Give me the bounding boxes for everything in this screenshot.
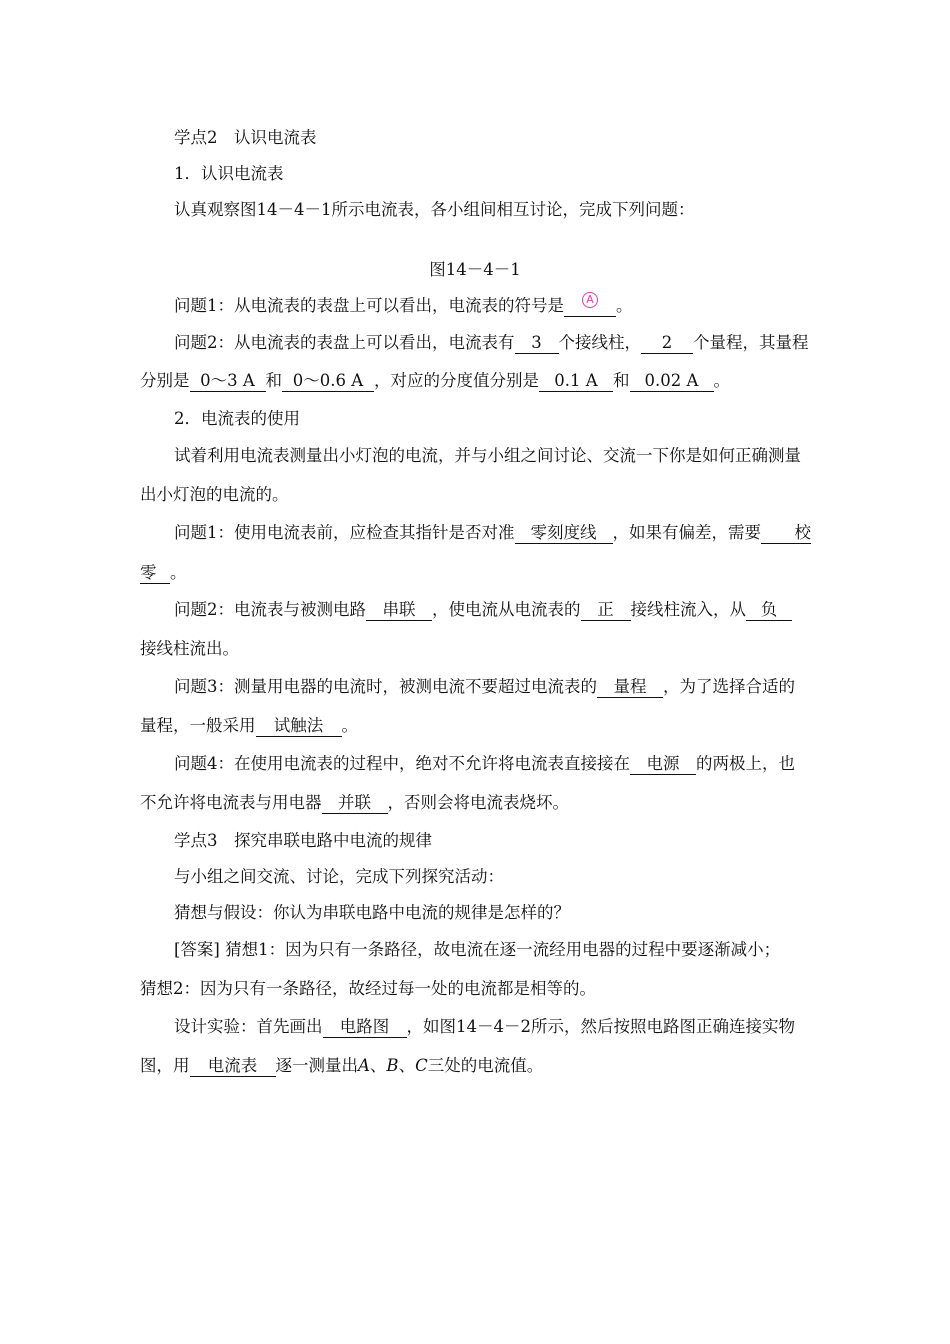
hypothesis-question: 猜想与假设：你认为串联电路中电流的规律是怎样的？ xyxy=(174,903,570,922)
question-1-symbol: 问题1：从电流表的表盘上可以看出，电流表的符号是 A 。 xyxy=(174,293,633,315)
answer-blank: 0～3 A xyxy=(190,371,266,392)
answer-blank: 量程 xyxy=(597,677,663,698)
answer-blank: 零 xyxy=(140,563,170,584)
answer-line-1: [答案] 猜想1：因为只有一条路径，故电流在逐一流经用电器的过程中要逐渐减小； xyxy=(174,940,781,959)
usage-question-3-line-1: 问题3：测量用电器的电流时，被测电流不要超过电流表的 量程 ，为了选择合适的 xyxy=(174,677,795,696)
usage-question-4-line-2: 不允许将电流表与用电器 并联 ，否则会将电流表烧坏。 xyxy=(140,793,569,812)
item2-intro-line-1: 试着利用电流表测量出小灯泡的电流，并与小组之间讨论、交流一下你是如何正确测量 xyxy=(174,446,801,465)
answer-blank: 0～0.6 A xyxy=(282,371,374,392)
answer-blank: 2 xyxy=(641,333,693,354)
answer-blank: 零刻度线 xyxy=(515,523,613,544)
usage-question-4-line-1: 问题4：在使用电流表的过程中，绝对不允许将电流表直接接在 电源 的两极上，也 xyxy=(174,754,795,773)
answer-blank: 0.1 A xyxy=(539,371,613,392)
usage-question-2-line-1: 问题2：电流表与被测电路 串联 ，使电流从电流表的 正 接线柱流入，从 负 xyxy=(174,599,792,621)
answer-blank xyxy=(564,293,616,317)
point-c-label: C xyxy=(415,1056,428,1075)
usage-question-1-line-2: 零 。 xyxy=(140,563,187,582)
answer-blank: 电源 xyxy=(630,754,696,775)
section2-title: 学点2 认识电流表 xyxy=(174,128,317,147)
section3-title: 学点3 探究串联电路中电流的规律 xyxy=(174,831,432,850)
answer-blank: 负 xyxy=(746,600,792,621)
answer-blank: 0.02 A xyxy=(630,371,714,392)
question-2-line-2: 分别是 0～3 A 和 0～0.6 A ，对应的分度值分别是 0.1 A 和 0.02 A 。 xyxy=(140,371,730,390)
ammeter-symbol-icon: A xyxy=(582,292,598,308)
answer-blank: 串联 xyxy=(366,600,432,621)
question-text: 问题1：从电流表的表盘上可以看出，电流表的符号是 xyxy=(174,296,564,315)
usage-question-1-line-1: 问题1：使用电流表前，应检查其指针是否对准 零刻度线 ，如果有偏差，需要 校 xyxy=(174,523,811,542)
answer-blank: 电流表 xyxy=(190,1056,276,1077)
figure-caption: 图14－4－1 xyxy=(429,260,521,279)
answer-blank: 并联 xyxy=(322,793,388,814)
item1-intro: 认真观察图14－4－1所示电流表，各小组间相互讨论，完成下列问题： xyxy=(174,200,695,219)
answer-blank: 3 xyxy=(515,333,559,354)
answer-blank: 电路图 xyxy=(323,1017,407,1038)
usage-question-2-line-2: 接线柱流出。 xyxy=(140,639,239,658)
answer-blank: 试触法 xyxy=(256,716,342,737)
item2-title: 2．电流表的使用 xyxy=(174,409,300,428)
item2-intro-line-2: 出小灯泡的电流的。 xyxy=(140,485,289,504)
answer-blank: 正 xyxy=(581,600,631,621)
question-2-line-1: 问题2：从电流表的表盘上可以看出，电流表有 3 个接线柱， 2 个量程，其量程 xyxy=(174,333,809,352)
item1-title: 1．认识电流表 xyxy=(174,164,284,183)
usage-question-3-line-2: 量程，一般采用 试触法 。 xyxy=(140,716,358,735)
design-line-1: 设计实验：首先画出 电路图 ，如图14－4－2所示，然后按照电路图正确连接实物 xyxy=(174,1017,795,1036)
point-a-label: A xyxy=(358,1056,370,1075)
point-b-label: B xyxy=(386,1056,399,1075)
answer-blank: 校 xyxy=(761,523,811,544)
section3-intro: 与小组之间交流、讨论，完成下列探究活动： xyxy=(174,867,504,886)
answer-line-2: 猜想2：因为只有一条路径，故经过每一处的电流都是相等的。 xyxy=(140,979,596,998)
design-line-2: 图，用 电流表 逐一测量出A、B、C三处的电流值。 xyxy=(140,1056,544,1075)
